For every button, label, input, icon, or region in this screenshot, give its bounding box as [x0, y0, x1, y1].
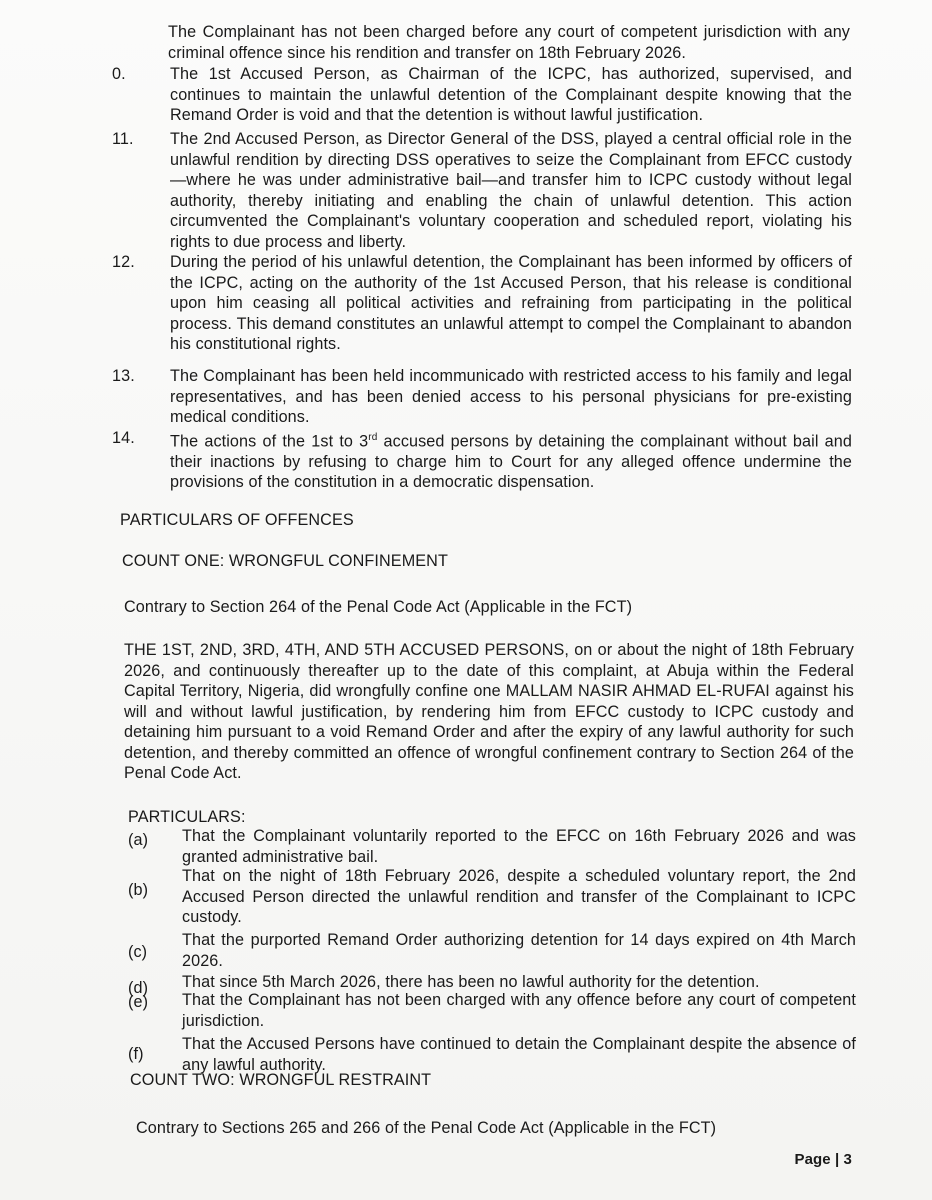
- particular-c: [128, 930, 856, 972]
- particular-text: That the Accused Persons have continued to detain the Complainant despite the absence of any lawful authority.: [182, 1035, 856, 1074]
- item-number: 13.: [112, 367, 135, 385]
- particular-e: [128, 990, 856, 1034]
- particular-label: (d): [128, 979, 149, 997]
- particulars-list: [128, 826, 856, 1078]
- count-two-title: COUNT TWO: WRONGFUL RESTRAINT: [130, 1071, 432, 1089]
- item-14: [112, 428, 852, 493]
- count-one-contrary: Contrary to Section 264 of the Penal Code Act (Applicable in the FCT): [124, 598, 633, 616]
- intro-paragraph: The Complainant has not been charged before any court of competent jurisdiction with any criminal offence since his rendition and transfer on 18th February 2026.: [168, 23, 850, 62]
- particular-text: That on the night of 18th February 2026, despite a scheduled voluntary report, the 2nd Accused Person directed the unlawful rendition and transfer of the Complainant to ICPC custody.: [182, 867, 856, 926]
- particular-label: (b): [128, 881, 149, 899]
- item-text-superscript: rd: [368, 432, 378, 443]
- item-text: The 1st Accused Person, as Chairman of the ICPC, has authorized, supervised, and continues to maintain the unlawful detention of the Complainant despite knowing that the Remand Order is void and that the detention is without lawful justification.: [170, 65, 852, 124]
- particular-a: [128, 826, 856, 866]
- item-text: [170, 428, 852, 493]
- item-12: [112, 252, 852, 355]
- item-text-pre: The actions of the 1st to 3: [170, 432, 369, 451]
- particular-text: That since 5th March 2026, there has been no lawful authority for the detention.: [182, 973, 760, 991]
- item-text: The Complainant has been held incommunicado with restricted access to his family and legal representatives, and has been denied access to his personal physicians for pre-existing medical conditions.: [170, 367, 852, 426]
- item-text: During the period of his unlawful detention, the Complainant has been informed by officers of the ICPC, acting on the authority of the 1st Accused Person, that his release is conditional upon him ceasing all political activities and refraining from participating in the political process. This demand constitutes an unlawful attempt to compel the Complainant to abandon his constitutional rights.: [170, 253, 852, 353]
- particulars-label: PARTICULARS:: [128, 808, 246, 826]
- particular-label: (a): [128, 831, 149, 849]
- item-number: 0.: [112, 65, 126, 83]
- item-text-post: accused persons by detaining the complainant without bail and their inactions by refusing to charge him to Court for any alleged offence undermine the provisions of the constitution in a democratic dispensation.: [170, 432, 852, 492]
- item-text: The 2nd Accused Person, as Director General of the DSS, played a central official role in the unlawful rendition by directing DSS operatives to seize the Complainant from EFCC custody—where he was under administrative bail—and transfer him to ICPC custody without legal authority, thereby initiating and enabling the chain of unlawful detention. This action circumvented the Complainant's voluntary cooperation and scheduled report, violating his rights to due process and liberty.: [170, 130, 852, 251]
- item-11: [112, 129, 852, 252]
- particular-text: That the Complainant has not been charged with any offence before any court of competent jurisdiction.: [182, 991, 856, 1030]
- particular-label: (c): [128, 943, 148, 961]
- item-number: 11.: [112, 130, 134, 148]
- particular-d: [128, 972, 856, 997]
- count-one-title: COUNT ONE: WRONGFUL CONFINEMENT: [122, 552, 448, 570]
- item-number: 14.: [112, 429, 135, 447]
- particular-label: (f): [128, 1045, 144, 1063]
- item-number: 12.: [112, 253, 135, 271]
- item-0: [112, 64, 852, 126]
- particular-b: [128, 866, 856, 930]
- count-one-body: THE 1ST, 2ND, 3RD, 4TH, AND 5TH ACCUSED PERSONS, on or about the night of 18th February 2026, and continuously thereafter up to the date of this complaint, at Abuja within the Federal Capital Territory, Nigeria, did wrongfully confine one MALLAM NASIR AHMAD EL-RUFAI against his will and without lawful justification, by rendering him from EFCC custody to ICPC custody and detaining him pursuant to a void Remand Order and after the expiry of any lawful authority for such detention, and thereby committed an offence of wrongful confinement contrary to Section 264 of the Penal Code Act.: [124, 641, 854, 782]
- particular-text: That the purported Remand Order authorizing detention for 14 days expired on 4th March 2026.: [182, 931, 856, 970]
- count-two-contrary: Contrary to Sections 265 and 266 of the Penal Code Act (Applicable in the FCT): [136, 1119, 717, 1137]
- item-13: [112, 366, 852, 428]
- particular-label: (e): [128, 993, 149, 1011]
- particular-text: That the Complainant voluntarily reported to the EFCC on 16th February 2026 and was granted administrative bail.: [182, 827, 856, 866]
- particulars-of-offences-heading: PARTICULARS OF OFFENCES: [120, 511, 354, 529]
- page-number: Page | 3: [794, 1150, 852, 1168]
